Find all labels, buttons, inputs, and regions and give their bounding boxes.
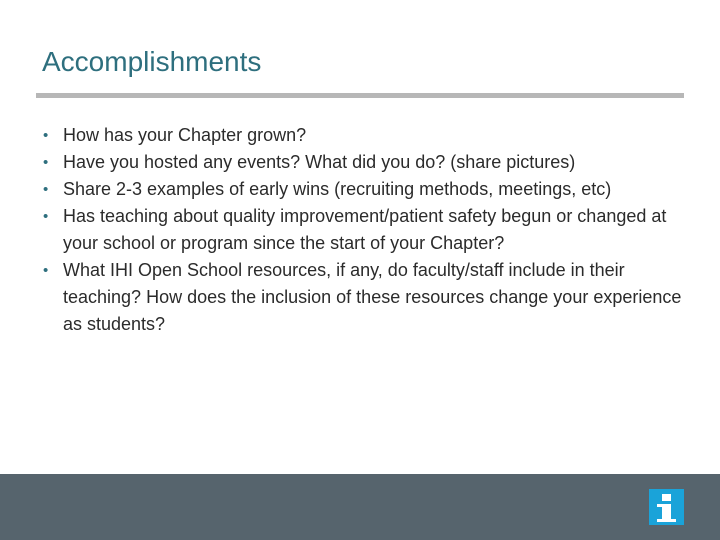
list-item: [43, 122, 683, 149]
slide-title: Accomplishments: [42, 46, 262, 77]
bullet-dot: •: [43, 262, 49, 279]
list-item: [43, 149, 683, 176]
bullet-dot: •: [43, 181, 49, 198]
bullet-list: [43, 122, 683, 338]
list-item: [43, 176, 683, 203]
title-divider: [36, 93, 684, 98]
list-item: [43, 257, 683, 338]
footer-bar: [0, 474, 720, 540]
bullet-text: What IHI Open School resources, if any, do faculty/staff include in their teaching? How does the inclusion of these resources change your experience as students?: [63, 260, 682, 334]
list-item: [43, 203, 683, 257]
bullet-dot: •: [43, 208, 49, 225]
bullet-dot: •: [43, 154, 49, 171]
bullet-text: Has teaching about quality improvement/patient safety begun or changed at your school or program since the start of your Chapter?: [63, 206, 667, 253]
bullet-dot: •: [43, 127, 49, 144]
bullet-text: Share 2-3 examples of early wins (recruiting methods, meetings, etc): [63, 179, 612, 199]
bullet-text: How has your Chapter grown?: [63, 125, 307, 145]
ihi-info-logo-icon: [649, 489, 684, 525]
bullet-text: Have you hosted any events? What did you do? (share pictures): [63, 152, 576, 172]
